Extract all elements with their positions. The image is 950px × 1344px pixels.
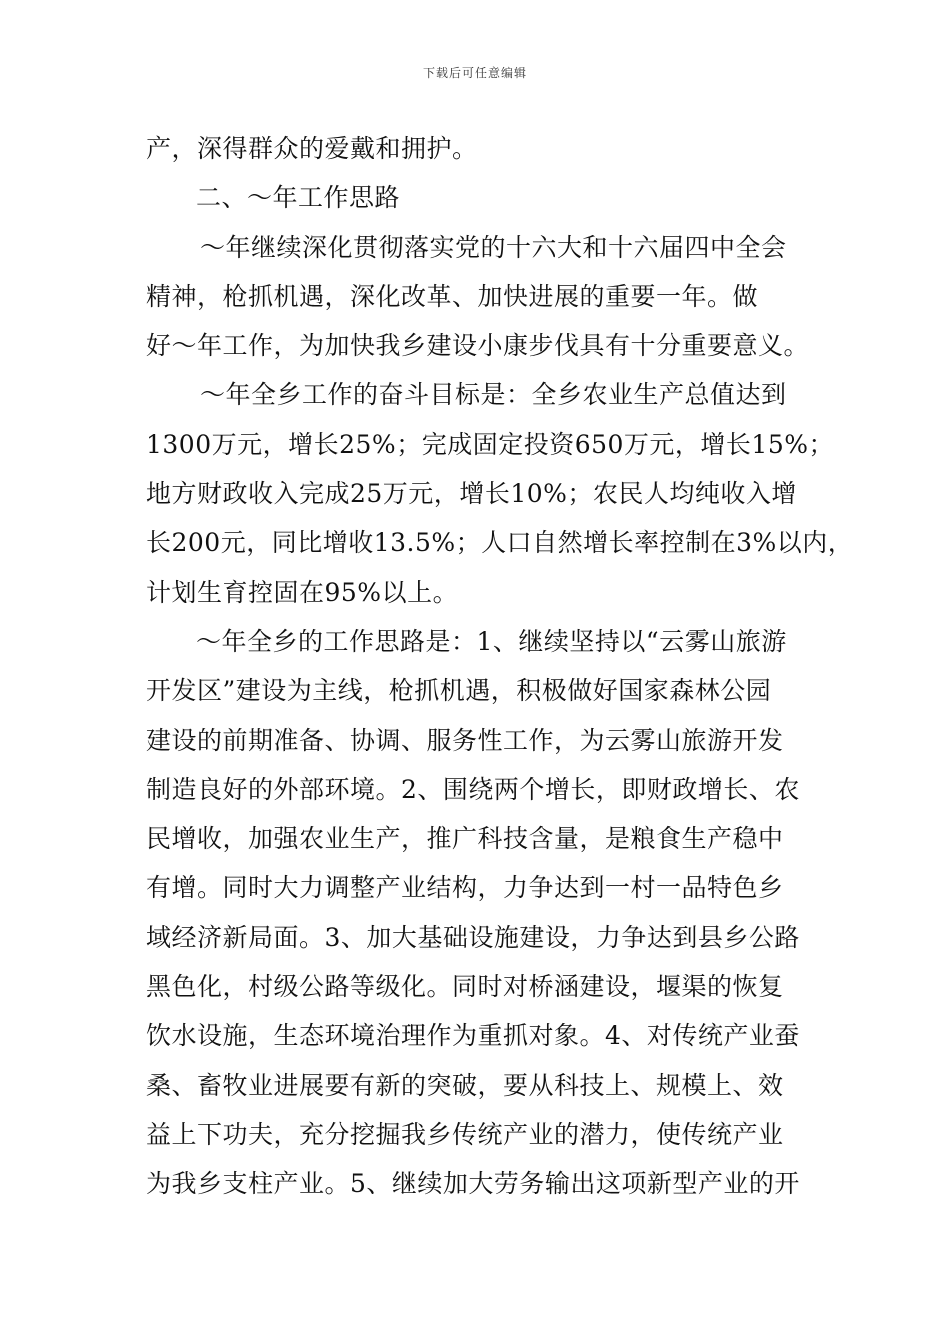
text-line: 制造良好的外部环境。2、围绕两个增长，即财政增长、农 (146, 774, 800, 804)
page-header: 下载后可任意编辑 (422, 66, 527, 80)
text-line: 地方财政收入完成25万元，增长10%；农民人均纯收入增 (146, 479, 797, 509)
text-line: 长200元，同比增收13.5%；人口自然增长率控制在3%以内， (146, 528, 854, 558)
text-line: 益上下功夫，充分挖掘我乡传统产业的潜力，使传统产业 (146, 1119, 784, 1149)
text-line: 精神，枪抓机遇，深化改革、加快进展的重要一年。做 (146, 281, 759, 311)
section-heading: 二、～年工作思路 (196, 183, 401, 213)
text-line: 黑色化，村级公路等级化。同时对桥涵建设，堰渠的恢复 (146, 972, 784, 1002)
paragraph-first-line: ～年继续深化贯彻落实党的十六大和十六届四中全会 (200, 232, 787, 262)
text-line: 产，深得群众的爱戴和拥护。 (146, 134, 478, 163)
text-line: 好～年工作，为加快我乡建设小康步伐具有十分重要意义。 (146, 331, 810, 361)
text-line: 域经济新局面。3、加大基础设施建设，力争达到县乡公路 (146, 922, 800, 952)
text-line: 饮水设施，生态环境治理作为重抓对象。4、对传统产业蚕 (146, 1021, 800, 1051)
text-line: 开发区”建设为主线，枪抓机遇，积极做好国家森林公园 (146, 676, 772, 706)
text-line: 为我乡支柱产业。5、继续加大劳务输出这项新型产业的开 (146, 1169, 800, 1199)
document-body (146, 124, 854, 1209)
text-line: 建设的前期准备、协调、服务性工作，为云雾山旅游开发 (146, 725, 784, 755)
text-line: 有增。同时大力调整产业结构，力争达到一村一品特色乡 (146, 873, 784, 903)
paragraph-first-line: ～年全乡工作的奋斗目标是：全乡农业生产总值达到 (200, 380, 787, 410)
text-line: 桑、畜牧业进展要有新的突破，要从科技上、规模上、效 (146, 1070, 784, 1100)
text-line: 1300万元，增长25%；完成固定投资650万元，增长15%； (146, 429, 834, 459)
paragraph-first-line: ～年全乡的工作思路是：1、继续坚持以“云雾山旅游 (196, 626, 787, 656)
text-line: 计划生育控固在95%以上。 (146, 577, 459, 607)
text-line: 民增收，加强农业生产，推广科技含量，是粮食生产稳中 (146, 824, 784, 854)
